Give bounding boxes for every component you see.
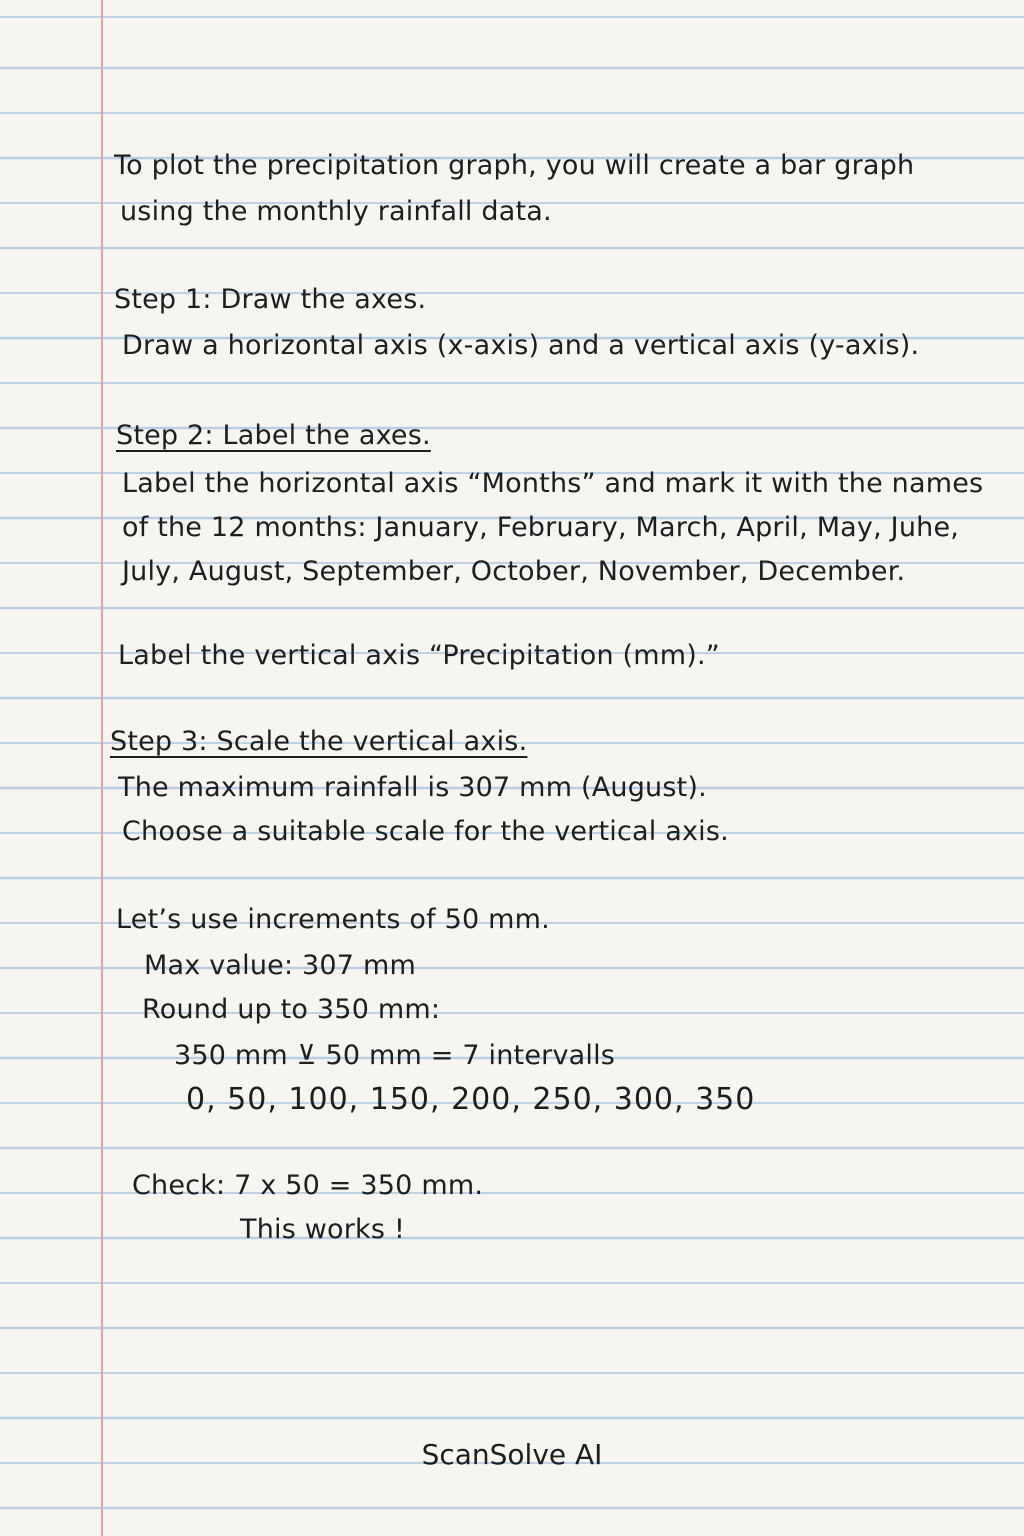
brand-footer: ScanSolve AI xyxy=(421,1438,603,1471)
step2-line-1: Label the horizontal axis “Months” and mark it with the names xyxy=(122,468,984,499)
intro-line-1: To plot the precipitation graph, you will create a bar graph xyxy=(114,150,915,181)
work-line-3: Round up to 350 mm: xyxy=(142,994,441,1025)
margin-line xyxy=(101,0,103,1536)
work-line-1: Let’s use increments of 50 mm. xyxy=(116,904,550,935)
intro-line-2: using the monthly rainfall data. xyxy=(120,196,552,227)
step3-line-1: The maximum rainfall is 307 mm (August). xyxy=(118,772,707,803)
step2-heading: Step 2: Label the axes. xyxy=(116,420,431,451)
step2-line-3: July, August, September, October, November, December. xyxy=(122,556,906,587)
step3-heading: Step 3: Scale the vertical axis. xyxy=(110,726,528,757)
check-line-2: This works ! xyxy=(240,1214,405,1245)
work-scale-values: 0, 50, 100, 150, 200, 250, 300, 350 xyxy=(186,1082,756,1117)
step1-line-1: Draw a horizontal axis (x-axis) and a vertical axis (y-axis). xyxy=(122,330,920,361)
work-line-4: 350 mm ⊻ 50 mm = 7 intervalls xyxy=(174,1040,616,1071)
step3-line-2: Choose a suitable scale for the vertical axis. xyxy=(122,816,729,847)
work-line-2: Max value: 307 mm xyxy=(144,950,416,981)
step2-line-2: of the 12 months: January, February, March, April, May, Juhe, xyxy=(122,512,960,543)
step1-heading: Step 1: Draw the axes. xyxy=(114,284,427,315)
step2-line-4: Label the vertical axis “Precipitation (mm).” xyxy=(118,640,720,671)
check-line-1: Check: 7 x 50 = 350 mm. xyxy=(132,1170,484,1201)
